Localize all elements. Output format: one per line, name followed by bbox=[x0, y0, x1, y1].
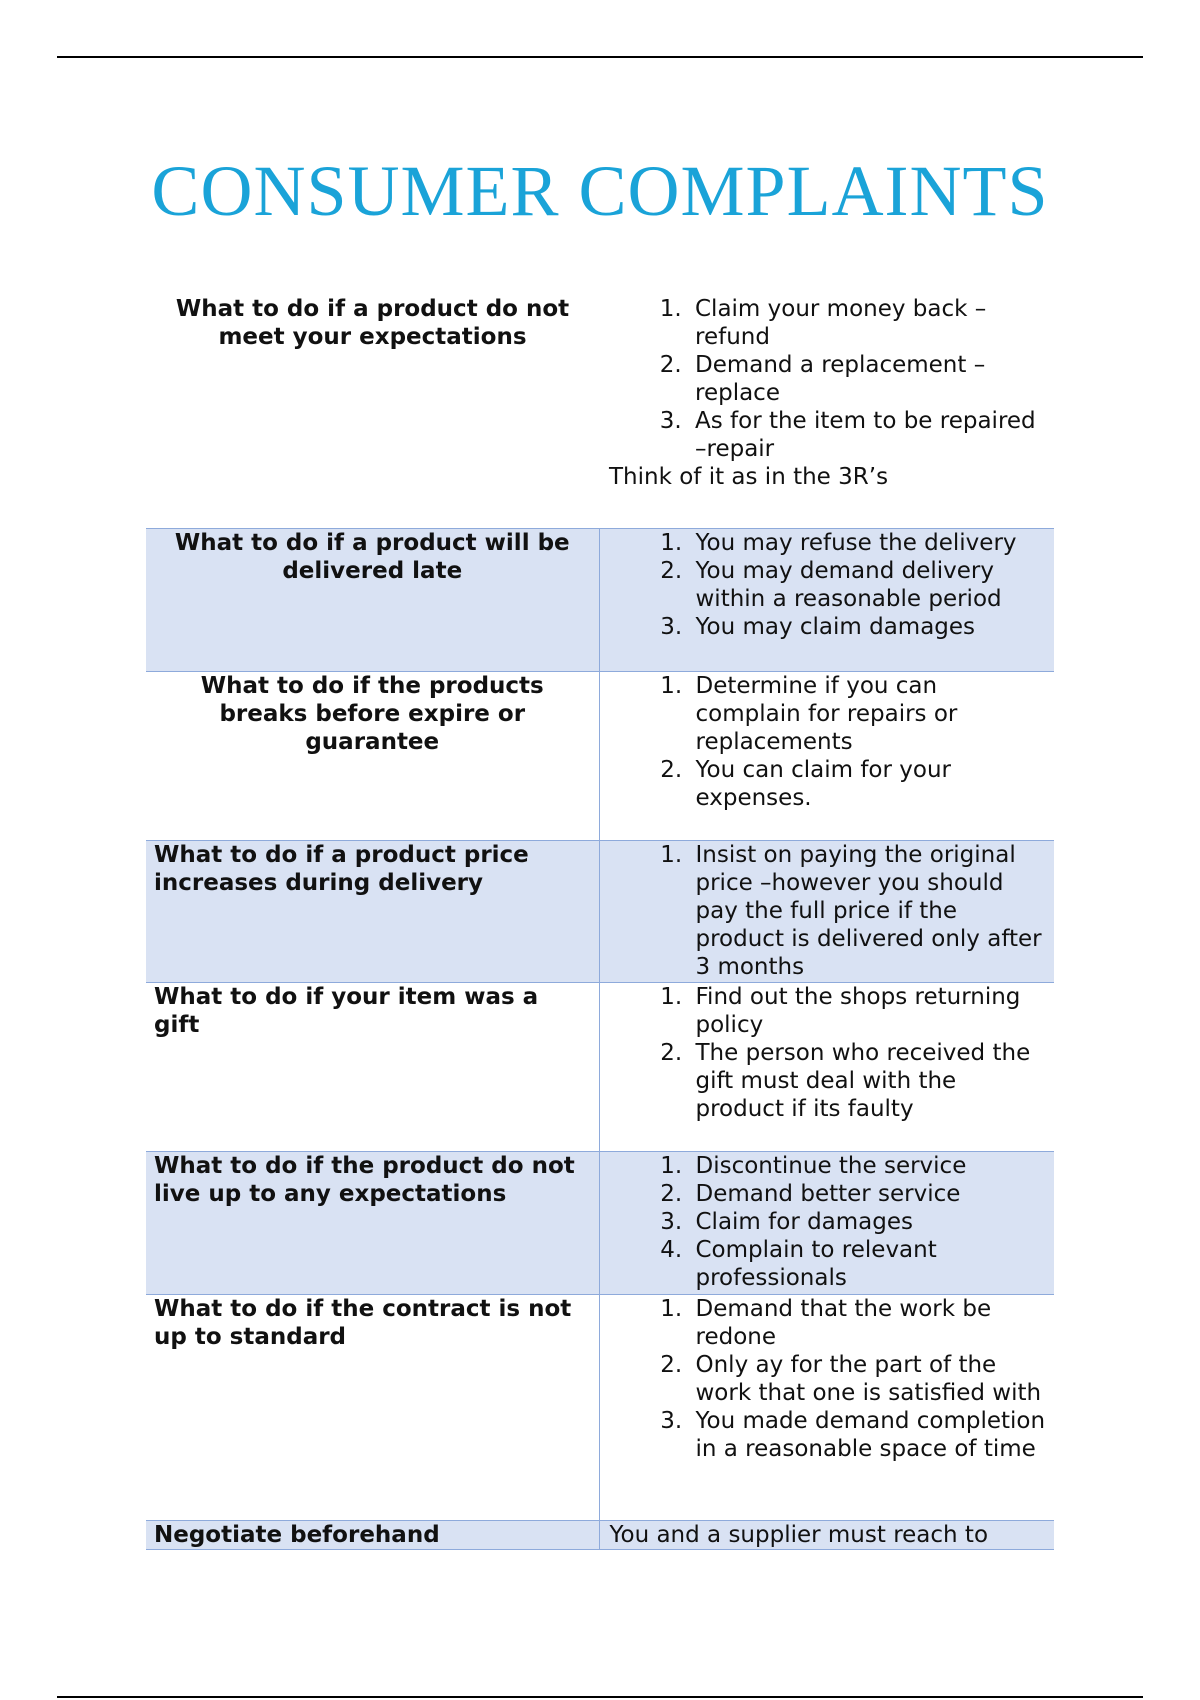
question-cell: What to do if a product do not meet your expectations bbox=[175, 296, 570, 350]
table-row bbox=[146, 840, 1054, 982]
footer-rule bbox=[57, 1696, 1143, 1698]
table-row bbox=[146, 671, 1054, 840]
question-cell: What to do if the products breaks before expire or guarantee bbox=[146, 671, 599, 840]
answer-item: 2. The person who received the gift must deal with the product if its faulty bbox=[690, 1039, 1047, 1123]
answer-item: 1. Find out the shops returning policy bbox=[690, 983, 1047, 1039]
question-cell: What to do if your item was a gift bbox=[146, 982, 599, 1151]
answer-list bbox=[608, 1295, 1047, 1463]
answer-item: 1. You may refuse the delivery bbox=[690, 529, 1047, 557]
complaints-table bbox=[146, 295, 1054, 1550]
answer-item: 3. You may claim damages bbox=[690, 613, 1047, 641]
question-cell: What to do if a product price increases during delivery bbox=[146, 840, 599, 982]
answer-note: Think of it as in the 3R’s bbox=[609, 464, 889, 490]
page-title: CONSUMER COMPLAINTS bbox=[151, 151, 1049, 231]
answer-list bbox=[607, 295, 1046, 463]
answer-item: 2. Only ay for the part of the work that one is satisfied with bbox=[690, 1351, 1047, 1407]
answer-item: 3. As for the item to be repaired –repair bbox=[689, 407, 1046, 463]
answer-item: 2. Demand better service bbox=[690, 1180, 1047, 1208]
answer-cell bbox=[599, 1520, 1054, 1549]
answer-item: 1. Claim your money back – refund bbox=[689, 295, 1046, 351]
answer-list bbox=[608, 1152, 1047, 1292]
header-rule bbox=[57, 56, 1143, 58]
answer-cell bbox=[599, 982, 1054, 1151]
answer-list bbox=[608, 841, 1047, 981]
answer-item: 1. Demand that the work be redone bbox=[690, 1295, 1047, 1351]
answer-list bbox=[608, 672, 1047, 812]
table-row bbox=[146, 1151, 1054, 1294]
table-row bbox=[146, 295, 1054, 528]
answer-cell bbox=[599, 295, 1054, 528]
question-cell: What to do if the contract is not up to standard bbox=[146, 1294, 599, 1520]
table-row bbox=[146, 982, 1054, 1151]
answer-item: 3. You made demand completion in a reasonable space of time bbox=[690, 1407, 1047, 1463]
table-row bbox=[146, 1520, 1054, 1549]
question-cell: What to do if a product will be delivered late bbox=[146, 528, 599, 671]
answer-cell bbox=[599, 840, 1054, 982]
table-row bbox=[146, 1294, 1054, 1520]
question-cell: Negotiate beforehand bbox=[146, 1520, 599, 1549]
answer-item: 1. Insist on paying the original price –however you should pay the full price if the product is delivered only after 3 months bbox=[690, 841, 1047, 981]
table-row bbox=[146, 528, 1054, 671]
answer-cell bbox=[599, 528, 1054, 671]
answer-text: You and a supplier must reach to bbox=[609, 1521, 989, 1548]
answer-item: 2. You may demand delivery within a reasonable period bbox=[690, 557, 1047, 613]
answer-list bbox=[608, 983, 1047, 1123]
answer-item: 4. Complain to relevant professionals bbox=[690, 1236, 1047, 1292]
answer-cell bbox=[599, 1294, 1054, 1520]
answer-item: 1. Discontinue the service bbox=[690, 1152, 1047, 1180]
answer-item: 2. Demand a replacement – replace bbox=[689, 351, 1046, 407]
answer-item: 1. Determine if you can complain for repairs or replacements bbox=[690, 672, 1047, 756]
answer-cell bbox=[599, 671, 1054, 840]
answer-cell bbox=[599, 1151, 1054, 1294]
question-cell: What to do if the product do not live up to any expectations bbox=[146, 1151, 599, 1294]
answer-item: 3. Claim for damages bbox=[690, 1208, 1047, 1236]
answer-list bbox=[608, 529, 1047, 641]
answer-item: 2. You can claim for your expenses. bbox=[690, 756, 1047, 812]
